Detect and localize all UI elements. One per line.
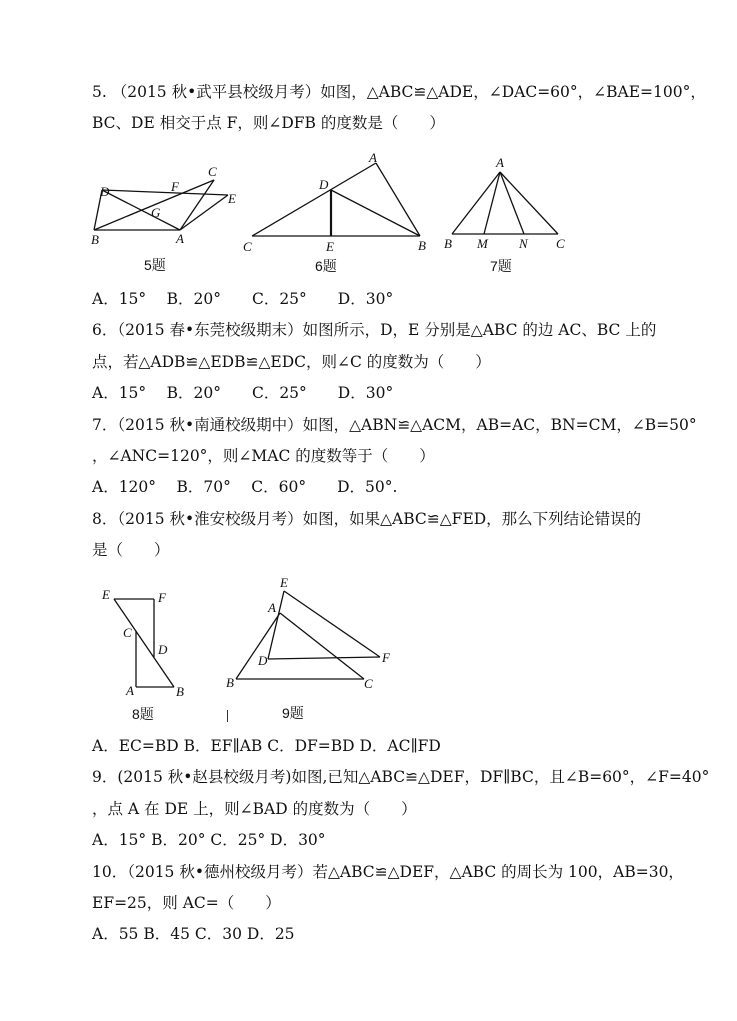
q6-options: A．15° B．20° C．25° D．30° (92, 384, 394, 402)
fig5-label-C: C (208, 164, 217, 179)
fig5-label-A: A (176, 231, 184, 246)
figure-6-lines (252, 163, 420, 236)
fig6-label-C: C (243, 239, 252, 254)
fig5-label-B: B (91, 232, 99, 247)
fig6-label-E: E (326, 239, 334, 254)
fig5-label-F: F (171, 179, 179, 194)
fig5-label-D: D (100, 184, 110, 199)
q6-stem-line2: 点，若△ADB≌△EDB≌△EDC，则∠C 的度数为（ ） (92, 353, 491, 371)
q5-stem-line2: BC、DE 相交于点 F，则∠DFB 的度数是（ ） (92, 114, 445, 132)
fig9-caption: 9题 (282, 705, 304, 721)
fig8-label-A: A (126, 683, 134, 698)
figure-8 (96, 585, 206, 725)
q7-options: A．120° B．70° C．60° D．50°. (92, 478, 398, 496)
fig7-label-M: M (477, 236, 488, 251)
fig9-label-B: B (226, 675, 234, 690)
q10-stem-line2: EF=25，则 AC=（ ） (92, 894, 281, 912)
fig8-label-D: D (158, 642, 168, 657)
fig5-label-E: E (228, 191, 236, 206)
q10-options: A．55 B．45 C．30 D．25 (92, 925, 295, 943)
figure-7-lines (452, 172, 558, 234)
fig6-caption: 6题 (315, 258, 337, 274)
fig6-label-B: B (418, 238, 426, 253)
q9-stem-line1: 9．(2015 秋•赵县校级月考)如图,已知△ABC≌△DEF，DF∥BC，且∠B=60°，∠F=40° (92, 768, 710, 786)
fig7-label-C: C (556, 236, 565, 251)
q5-options: A．15° B．20° C．25° D．30° (92, 290, 394, 308)
q10-stem-line1: 10．（2015 秋•德州校级月考）若△ABC≌△DEF，△ABC 的周长为 100，AB=30， (92, 863, 684, 881)
fig7-label-N: N (519, 236, 528, 251)
fig7-label-B: B (444, 236, 452, 251)
q7-stem-line2: ，∠ANC=120°，则∠MAC 的度数等于（ ） (92, 447, 435, 465)
fig9-label-F: F (382, 650, 390, 665)
q9-stem-line2: ，点 A 在 DE 上，则∠BAD 的度数为（ ） (92, 800, 417, 818)
q7-stem-line1: 7．（2015 秋•南通校级期中）如图，△ABN≌△ACM，AB=AC，BN=CM，∠B=50° (92, 416, 697, 434)
fig8-label-F: F (158, 590, 166, 605)
fig6-label-A: A (369, 150, 377, 165)
figure-6 (240, 148, 440, 278)
fig6-label-D: D (319, 177, 329, 192)
q9-options: A．15° B．20° C．25° D．30° (92, 831, 326, 849)
fig8-label-B: B (176, 684, 184, 699)
figure-5 (88, 160, 248, 280)
figure-9 (222, 575, 402, 725)
fig9-label-A: A (268, 600, 276, 615)
q5-stem-line1: 5. （2015 秋•武平县校级月考）如图，△ABC≌△ADE，∠DAC=60°，∠BAE=100°， (92, 83, 706, 101)
fig5-caption: 5题 (144, 257, 166, 273)
q8-stem-line1: 8．（2015 秋•淮安校级月考）如图，如果△ABC≌△FED，那么下列结论错误的 (92, 510, 642, 528)
fig9-label-D: D (258, 653, 268, 668)
q6-stem-line1: 6．（2015 春•东莞校级期末）如图所示，D，E 分别是△ABC 的边 AC、BC 上的 (92, 321, 657, 339)
fig5-label-G: G (151, 205, 161, 220)
fig8-label-E: E (102, 587, 110, 602)
q8-stem-line2: 是（ ） (92, 541, 170, 559)
figure-7 (440, 152, 580, 278)
fig7-label-A: A (496, 155, 504, 170)
figure-5-lines (94, 180, 228, 230)
fig8-caption: 8题 (132, 706, 154, 722)
fig8-label-C: C (123, 625, 132, 640)
fig9-label-E: E (280, 575, 288, 590)
fig7-caption: 7题 (490, 258, 512, 274)
stray-mark (227, 710, 228, 722)
q8-options: A．EC=BD B．EF∥AB C．DF=BD D．AC∥FD (92, 737, 441, 755)
fig9-label-C: C (364, 676, 373, 691)
